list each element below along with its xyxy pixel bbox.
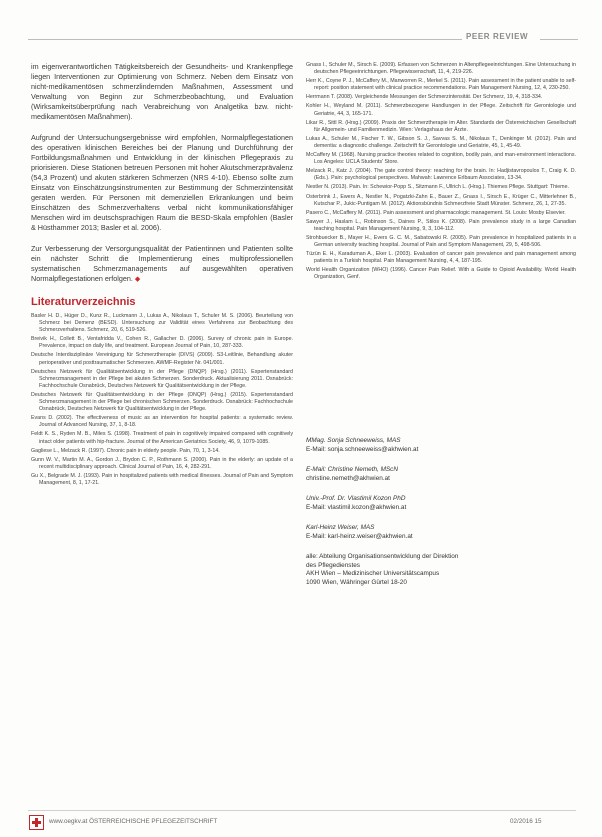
footer-publication: www.oegkv.at ÖSTERREICHISCHE PFLEGEZEITSCHRIFT — [49, 818, 218, 825]
reference-item: Sawyer J., Haslam L., Robinson S., Daines P., Stilos K. (2008). Pain prevalence study in a large Canadian teaching hospital. Pain Management Nursing, 9, 3, 104-112. — [306, 218, 576, 232]
body-paragraph — [31, 244, 293, 285]
reference-item: Lukas A., Schuler M., Fischer T. W., Gibson S. J., Savvas S. M., Nikolaus T., Denkinger M. (2012). Pain and dementia: a diagnostic challenge. Zeitschrift für Gerontologie und Geriatrie, 45, 1, 45-49. — [306, 135, 576, 149]
reference-item: Osterbrink J., Ewers A., Nestler N., Pogatzki-Zahn E., Bauer Z., Gnass I., Sirsch E., Krüger C., Mitterlehner B., Kutschar P., Jukic-Puntigam M. (2012). Aktionsbündnis Schmerzfreie Stadt Münster. Schmerz, 26, 1, 27-35. — [306, 193, 576, 207]
reference-list-right — [306, 62, 576, 282]
reference-item: Tüzün E. H., Karaduman A., Eker L. (2003). Evaluation of cancer pain prevalence and pain management among patients in a Turkish hospital. Pain Management Nursing, 4, 4, 187-195. — [306, 251, 576, 265]
reference-item: Basler H. D., Hüger D., Kunz R., Luckmann J., Lukas A., Nikolaus T., Schuler M. S. (2006). Beurteilung von Schmerz bei Demenz (BESD). Untersuchung zur Validität eines Verfahrens zur Beobachtung des Schmerzverhaltens. Schmerz, 20, 6, 519-526. — [31, 313, 293, 334]
section-label: PEER REVIEW — [466, 32, 529, 41]
author-contacts — [306, 437, 576, 587]
reference-item: Strohbuecker B., Mayer H., Evers G. C. M., Sabatowski R. (2005). Pain prevalence in hospitalized patients in a German university teaching hospital. Journal of Pain and Symptom Management, 29, 5, 498-506. — [306, 234, 576, 249]
section-rule — [540, 39, 578, 40]
author-name: Univ.-Prof. Dr. Vlastimil Kozon PhD — [306, 495, 406, 502]
affiliation-line: AKH Wien – Medizinischer Universitätscampus — [306, 570, 440, 577]
end-of-article-mark: ◆ — [134, 276, 141, 283]
reference-item: Gunn W. V., Martin M. A., Gordon J., Brydon C. P., Rothmann S. (2000). Pain in the elderly: an update of a recent multidisciplinary approach. Clinical Journal of Pain, 16, 4, 282-291. — [31, 456, 293, 470]
reference-item: Nestler N. (2013). Pain. In: Schewior-Popp S., Sitzmann F., Ullrich L. (Hrsg.). Thiemes Pflege. Stuttgart: Thieme. — [306, 184, 569, 191]
header-rule — [28, 39, 462, 40]
reference-item: Herrmann T. (2008). Vergleichende Messungen der Schmerzintensität. Der Schmerz, 19, 4, 318-334. — [306, 94, 543, 101]
reference-item: McCaffery M. (1968). Nursing practice theories related to cognition, bodily pain, and man-environment interactions. Los Angeles: UCLA Students' Store. — [306, 152, 576, 166]
author-name: MMag. Sonja Schneeweiss, MAS — [306, 437, 401, 444]
author-block — [306, 495, 576, 512]
right-column — [306, 62, 576, 284]
affiliation-line: des Pflegedienstes — [306, 561, 361, 569]
reference-item: Gagliese L., Melzack R. (1997). Chronic pain in elderly people. Pain, 70, 1, 3-14. — [31, 447, 220, 454]
footer-page-number: 02/2016 15 — [510, 818, 542, 825]
author-email[interactable]: E-Mail: karl-heinz.weiser@akhwien.at — [306, 532, 413, 540]
footer-rule — [28, 810, 576, 811]
author-email[interactable]: E-Mail: sonja.schneeweiss@akhwien.at — [306, 445, 419, 453]
reference-item: Gnass I., Schuler M., Sirsch E. (2009). Erfassen von Schmerzen in Altenpflegeeinrichtungen. Eine Untersuchung in deutschen Pflegeeinrichtungen. Pflegewissenschaft, 11, 4, 219-226. — [306, 62, 576, 76]
affiliation — [306, 553, 576, 587]
author-name: Karl-Heinz Weiser, MAS — [306, 524, 375, 531]
body-paragraph-text: Zur Verbesserung der Versorgungsqualität der Patientinnen und Patienten sollte ein nächster Schritt die Implementierung eines multiprofessionellen systematischen Schmerzmanagements auf ausgewählten operativen Normalpflegestationen erfolgen. — [31, 244, 293, 283]
reference-item: Pasero C., McCaffery M. (2011). Pain assessment and pharmacologic management. St. Louis: Mosby Elsevier. — [306, 209, 566, 216]
body-paragraph: im eigenverantwortlichen Tätigkeitsbereich der Gesundheits- und Krankenpflege liegen Interventionen zur Optimierung von Schmerz. Neben dem Einsatz von nicht-medikamentösen schmerzlindernden Maßnahmen, Assessment und Verwaltung von Beginn zur Schmerzbeobachtung, und Evaluation (Wirksamkeitsüberprüfung nach Verabreichung von Analgetika bzw. nicht-medikamentösen Maßnahmen). — [31, 62, 293, 121]
author-block — [306, 524, 576, 541]
references-heading: Literaturverzeichnis — [31, 296, 136, 308]
reference-item: Kohler H., Weyland M. (2011). Schmerzbezogene Handlungen in der Pflege. Zeitschrift für Gerontologie und Geriatrie, 44, 3, 165-171. — [306, 103, 576, 117]
reference-item: Feldt K. S., Ryden M. B., Miles S. (1998). Treatment of pain in cognitively impaired compared with cognitively intact older patients with hip-fracture. Journal of the American Geriatrics Society, 46, 9, 1079-1085. — [31, 431, 293, 445]
reference-item: Gu X., Belgrade M. J. (1993). Pain in hospitalized patients with medical illnesses. Journal of Pain and Symptom Management, 8, 1, 17-21. — [31, 472, 293, 486]
reference-item: World Health Organization (WHO) (1996). Cancer Pain Relief. With a Guide to Opioid Availability. World Health Organization, Genf. — [306, 267, 576, 281]
affiliation-line: alle: Abteilung Organisationsentwicklung der Direktion — [306, 553, 459, 560]
reference-item: Herr K., Coyne P. J., McCaffery M., Manworren R., Merkel S. (2011). Pain assessment in the patient unable to self-report: position statement with clinical practice recommendations. Pain Management Nursing, 12, 4, 230-250. — [306, 78, 576, 92]
journal-logo-icon — [29, 815, 44, 830]
reference-item: Deutsches Netzwerk für Qualitätsentwicklung in der Pflege (DNQP) (Hrsg.) (2015). Expertenstandard Schmerzmanagement in der Pflege bei chronischen Schmerzen. Sonderdruck. Osnabrück: Fachhochschule Osnabrück, Deutsches Netzwerk für Qualitätsentwicklung in der Pflege. — [31, 391, 293, 413]
body-paragraph: Aufgrund der Untersuchungsergebnisse wird empfohlen, Normalpflegestationen des operativen klinischen Bereiches bei der Planung und Durchführung der Fortbildungsmaßnahmen und Entwicklung in der klinischen Pflegepraxis zu priorisieren. Diese Stationen betreuen Personen mit hoher Akutschmerzprävalenz (54,3 Prozent) und akuten stärkeren Schmerzen (NRS 4-10). Ebenso sollte zum Einsatz von Einschätzungsinstrumenten zur Bestimmung der Schmerzintensität geraten werden. Für Personen mit demenziellen Erkrankungen und beim Einschätzen des Schmerzverhaltens verbal nicht kommunikationsfähiger Menschen wird im deutschsprachigen Raum die BESD-Skala empfohlen (Basler & Hüsthammer 2013; Basler et al. 2006). — [31, 133, 293, 232]
reference-item: Evans D. (2002). The effectiveness of music as an intervention for hospital patients: a systematic review. Journal of Advanced Nursing, 37, 1, 8-18. — [31, 415, 293, 429]
author-email[interactable]: christine.nemeth@akhwien.at — [306, 474, 390, 482]
reference-item: Melzack R., Katz J. (2004). The gate control theory: reaching for the brain. In: Hadjistavropoulos T., Craig K. D. (Eds.). Pain: psychological perspectives. Mahwah: Lawrence Erlbaum Associates, 13-34. — [306, 168, 576, 182]
reference-list-left — [31, 313, 293, 487]
affiliation-line: 1090 Wien, Währinger Gürtel 18-20 — [306, 578, 407, 586]
reference-item: Likar R., Sittl R. (Hrsg.) (2009). Praxis der Schmerztherapie im Alter. Standards der Österreichischen Gesellschaft für Allgemein- und Familienmedizin. Wien: Verlagshaus der Ärzte. — [306, 119, 576, 133]
reference-item: Deutsches Netzwerk für Qualitätsentwicklung in der Pflege (DNQP) (Hrsg.) (2011). Expertenstandard Schmerzmanagement in der Pflege bei akuten Schmerzen. Sonderdruck. Aktualisierung 2011. Osnabrück: Fachhochschule Osnabrück, Deutsches Netzwerk für Qualitätsentwicklung in der Pflege. — [31, 368, 293, 389]
reference-item: Deutsche Interdisziplinäre Vereinigung für Schmerztherapie (DIVS) (2009). S3-Leitlinie, Behandlung akuter perioperativer und posttraumatischer Schmerzen. AWMF-Register Nr. 041/001. — [31, 352, 293, 366]
author-email[interactable]: E-Mail: vlastimil.kozon@akhwien.at — [306, 503, 407, 511]
author-block — [306, 466, 576, 483]
author-name: E-Mail: Christine Nemeth, MScN — [306, 466, 398, 473]
left-column — [31, 62, 293, 489]
reference-item: Breivik H., Collett B., Ventafridda V., Cohen R., Gallacher D. (2006). Survey of chronic pain in Europe. Prevalence, impact on daily life, and treatment. European Journal of Pain, 10, 287-333. — [31, 336, 293, 350]
author-block — [306, 437, 576, 454]
